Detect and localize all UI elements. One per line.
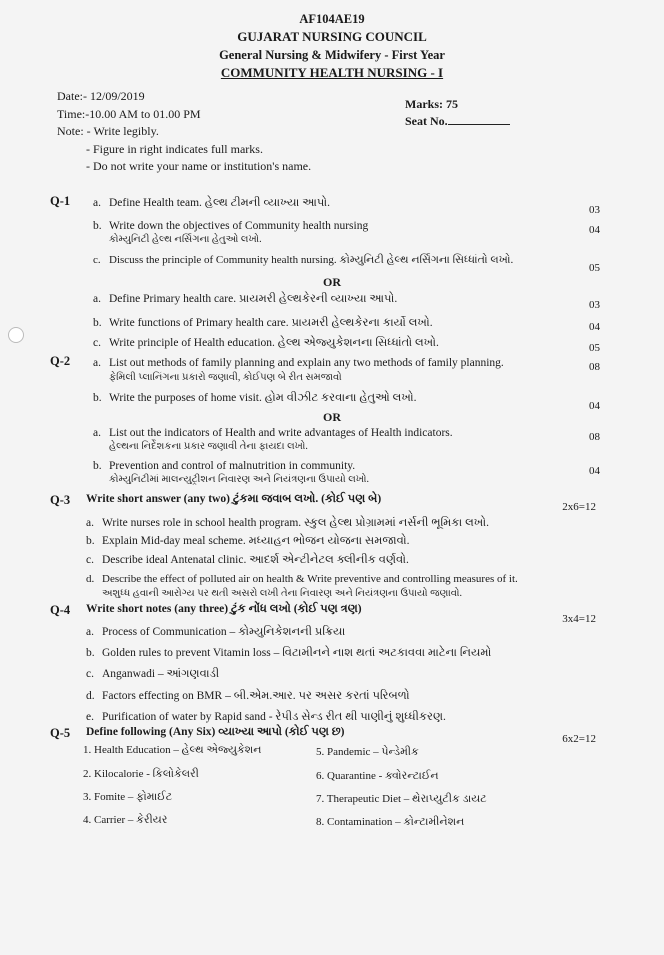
q1-c-alt: c. Write principle of Health education. હેલ્થ એજ્યુકેશનના સિધ્ધાંતો લખો. — [93, 337, 439, 349]
paper-code: AF104AE19 — [299, 12, 365, 26]
q3-a: a. Write nurses role in school health program. સ્કુલ હેલ્થ પ્રોગ્રામમાં નર્સની ભૂમિકા લખો. — [86, 517, 489, 529]
seat-no-blank — [448, 113, 510, 125]
q4-a: a. Process of Communication – કોમ્યુનિકેશનની પ્રક્રિયા — [86, 626, 346, 638]
q1-c-marks: 05 — [589, 262, 600, 274]
q3-c: c. Describe ideal Antenatal clinic. આદર્શ એન્ટીનેટલ ક્લીનીક વર્ણવો. — [86, 554, 409, 566]
q4-marks: 3x4=12 — [562, 613, 596, 625]
q2-label: Q-2 — [50, 354, 71, 368]
q1-a-marks: 03 — [589, 204, 600, 216]
q2-b: b. Write the purposes of home visit. હોમ વીઝીટ કરવાના હેતુઓ લખો. — [93, 392, 417, 404]
q5-item-4: 4. Carrier – કેરીયર — [83, 814, 168, 826]
q4-c: c. Anganwadi – આંગણવાડી — [86, 668, 220, 680]
q3-d-gujarati: અશુધ્ધ હવાની આરોગ્ય પર થતી અસરો લખી તેના નિવારણ અને નિયંત્રણના ઉપાયો જણાવો. — [102, 588, 462, 599]
q5-item-6: 6. Quarantine - ક્વોરન્ટાઈન — [316, 770, 439, 782]
q5-heading: Define following (Any Six) વ્યાખ્યા આપો (કોઈ પણ છ) — [86, 726, 345, 738]
q5-item-7: 7. Therapeutic Diet – થેરાપ્યુટીક ડાયટ — [316, 793, 487, 805]
note-line-1: Note: - Write legibly. — [57, 124, 159, 138]
seat-no-label: Seat No. — [405, 114, 448, 128]
q1-a-alt: a. Define Primary health care. પ્રાયમરી હેલ્થકેરની વ્યાખ્યા આપો. — [93, 293, 398, 305]
course-name: General Nursing & Midwifery - First Year — [219, 48, 445, 62]
q1-b-gujarati: કોમ્યુનિટી હેલ્થ નર્સિંગના હેતુઓ લખો. — [109, 234, 262, 245]
q4-e: e. Purification of water by Rapid sand - રેપીડ સેન્ડ રીત થી પાણીનું શુધ્ધીકરણ. — [86, 711, 446, 723]
seat-no — [405, 113, 510, 130]
q2-a-alt-gujarati: હેલ્થના નિર્દેશકના પ્રકાર જણાવી તેના ફાયદા લખો. — [109, 441, 308, 452]
q4-heading: Write short notes (any three) ટુંક નોંધ લખો (કોઈ પણ ત્રણ) — [86, 603, 362, 615]
q1-b-alt: b. Write functions of Primary health care. પ્રાયમરી હેલ્થકેરના કાર્યો લખો. — [93, 317, 433, 329]
paper-header — [0, 10, 664, 82]
q2-b-alt: b. Prevention and control of malnutrition in community. — [93, 460, 356, 472]
exam-date: Date:- 12/09/2019 — [57, 89, 145, 103]
total-marks: Marks: 75 — [405, 97, 458, 111]
q1-c: c. Discuss the principle of Community health nursing. કોમ્યુનિટી હેલ્થ નર્સિંગના સિધ્ધાંતો લખો. — [93, 254, 514, 266]
q2-b-marks: 04 — [589, 400, 600, 412]
q2-a-marks: 08 — [589, 361, 600, 373]
q5-item-3: 3. Fomite – ફોમાઈટ — [83, 791, 173, 803]
note-line-3: - Do not write your name or institution's name. — [86, 159, 312, 173]
q5-item-1: 1. Health Education – હેલ્થ એજ્યુકેશન — [83, 744, 262, 756]
q5-item-2: 2. Kilocalorie - કિલોકેલરી — [83, 768, 199, 780]
q2-a-gujarati: ફેમિલી પ્લાનિંગના પ્રકારો જણાવી, કોઈપણ બે રીત સમજાવો — [109, 372, 342, 383]
q1-b-marks: 04 — [589, 224, 600, 236]
or-divider-1: OR — [323, 275, 341, 289]
q3-d: d. Describe the effect of polluted air on health & Write preventive and controlling measures of it. — [86, 573, 518, 585]
q1-label: Q-1 — [50, 194, 71, 208]
q2-a-alt-marks: 08 — [589, 431, 600, 443]
q5-item-5: 5. Pandemic – પેન્ડેમીક — [316, 746, 419, 758]
q4-label: Q-4 — [50, 603, 71, 617]
q2-a: a. List out methods of family planning and explain any two methods of family planning. — [93, 357, 504, 369]
q1-c-alt-marks: 05 — [589, 342, 600, 354]
q1-b: b. Write down the objectives of Community health nursing — [93, 220, 369, 232]
q5-marks: 6x2=12 — [562, 733, 596, 745]
q2-a-alt: a. List out the indicators of Health and write advantages of Health indicators. — [93, 427, 453, 439]
q4-d: d. Factors effecting on BMR – બી.એમ.આર. પર અસર કરતાં પરિબળો — [86, 690, 410, 702]
q3-heading: Write short answer (any two) ટુંકમા જવાબ લખો. (કોઈ પણ બે) — [86, 493, 382, 505]
punch-hole — [8, 327, 24, 343]
subject-title: COMMUNITY HEALTH NURSING - I — [220, 65, 444, 80]
q2-b-alt-marks: 04 — [589, 465, 600, 477]
q2-b-alt-gujarati: કોમ્યુનિટીમાં માલન્યુટ્રીશન નિવારણ અને નિયંત્રણના ઉપાયો લખો. — [109, 474, 369, 485]
or-divider-2: OR — [323, 410, 341, 424]
q3-b: b. Explain Mid-day meal scheme. મધ્યાહન ભોજન યોજના સમજાવો. — [86, 535, 410, 547]
q3-marks: 2x6=12 — [562, 501, 596, 513]
q1-b-alt-marks: 04 — [589, 321, 600, 333]
note-line-2: - Figure in right indicates full marks. — [86, 142, 263, 156]
council-name: GUJARAT NURSING COUNCIL — [237, 29, 427, 44]
q5-item-8: 8. Contamination – કોન્ટામીનેશન — [316, 816, 465, 828]
q4-b: b. Golden rules to prevent Vitamin loss – વિટામીનને નાશ થતાં અટકાવવા માટેના નિયમો — [86, 647, 492, 659]
q5-label: Q-5 — [50, 726, 71, 740]
exam-time: Time:-10.00 AM to 01.00 PM — [57, 107, 201, 121]
q3-label: Q-3 — [50, 493, 71, 507]
q1-a-alt-marks: 03 — [589, 299, 600, 311]
q1-a: a. Define Health team. હેલ્થ ટીમની વ્યાખ્યા આપો. — [93, 197, 331, 209]
